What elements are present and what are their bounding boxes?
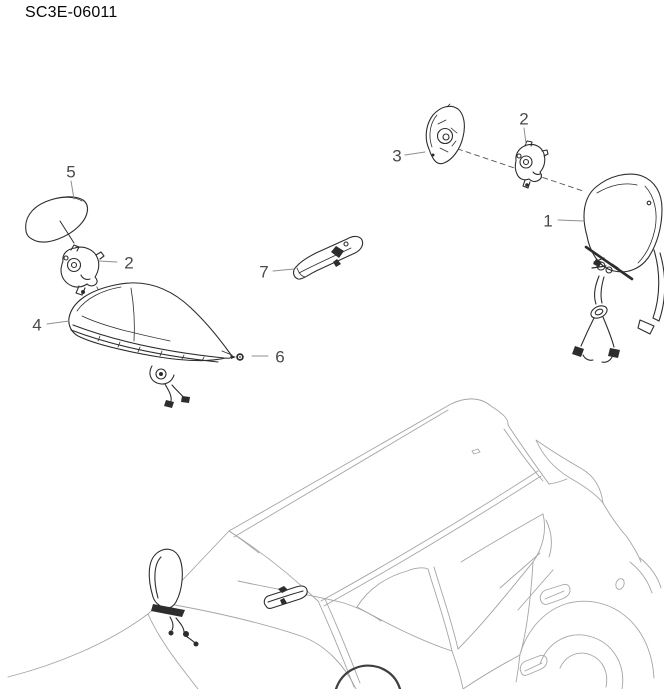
car-front-door-handle <box>520 655 547 675</box>
car-rear-wheel-arch <box>520 601 654 678</box>
car-roof-mark <box>472 449 480 454</box>
car-cowl-line <box>238 581 381 621</box>
part-5-mirror-glass <box>26 197 88 242</box>
car-front-wheel <box>336 666 400 689</box>
car-windshield-bottom <box>164 603 356 689</box>
car-hood-line <box>8 614 148 677</box>
leader-part2-right <box>524 128 526 144</box>
car-rear-window <box>461 514 543 562</box>
callout-part4[interactable]: 4 <box>32 315 42 335</box>
part-1-mirror-assembly <box>572 174 664 362</box>
part-7-inside-mirror <box>294 236 363 279</box>
car-illustration <box>8 399 661 689</box>
part-2-actuator-right <box>515 141 548 188</box>
part-4-mirror-assembly <box>69 283 231 408</box>
callout-part7[interactable]: 7 <box>259 262 269 282</box>
leader-part1 <box>558 220 584 221</box>
leader-part5 <box>71 181 74 199</box>
car-mounted-mirror <box>149 549 198 646</box>
leader-part7 <box>273 269 294 271</box>
callout-part5[interactable]: 5 <box>66 162 76 182</box>
car-interior-mirror <box>264 586 307 608</box>
diagram-code: SC3E-06011 <box>25 4 118 21</box>
callout-part2-left[interactable]: 2 <box>124 253 134 273</box>
car-spoiler <box>536 440 603 503</box>
leader-part2-left <box>99 261 117 262</box>
leader-part4 <box>47 321 69 324</box>
part-3-mirror-glass-back <box>426 104 464 164</box>
callout-part2-right[interactable]: 2 <box>519 109 529 129</box>
car-side-rail <box>321 471 538 601</box>
car-front-window <box>357 568 428 607</box>
callout-part3[interactable]: 3 <box>392 146 402 166</box>
callout-part1[interactable]: 1 <box>543 211 553 231</box>
car-rear-wheel <box>540 635 623 689</box>
assembly-dash-lines <box>76 146 583 293</box>
leader-part3 <box>405 152 425 155</box>
callout-part6[interactable]: 6 <box>275 347 285 367</box>
car-roofline <box>229 404 451 531</box>
